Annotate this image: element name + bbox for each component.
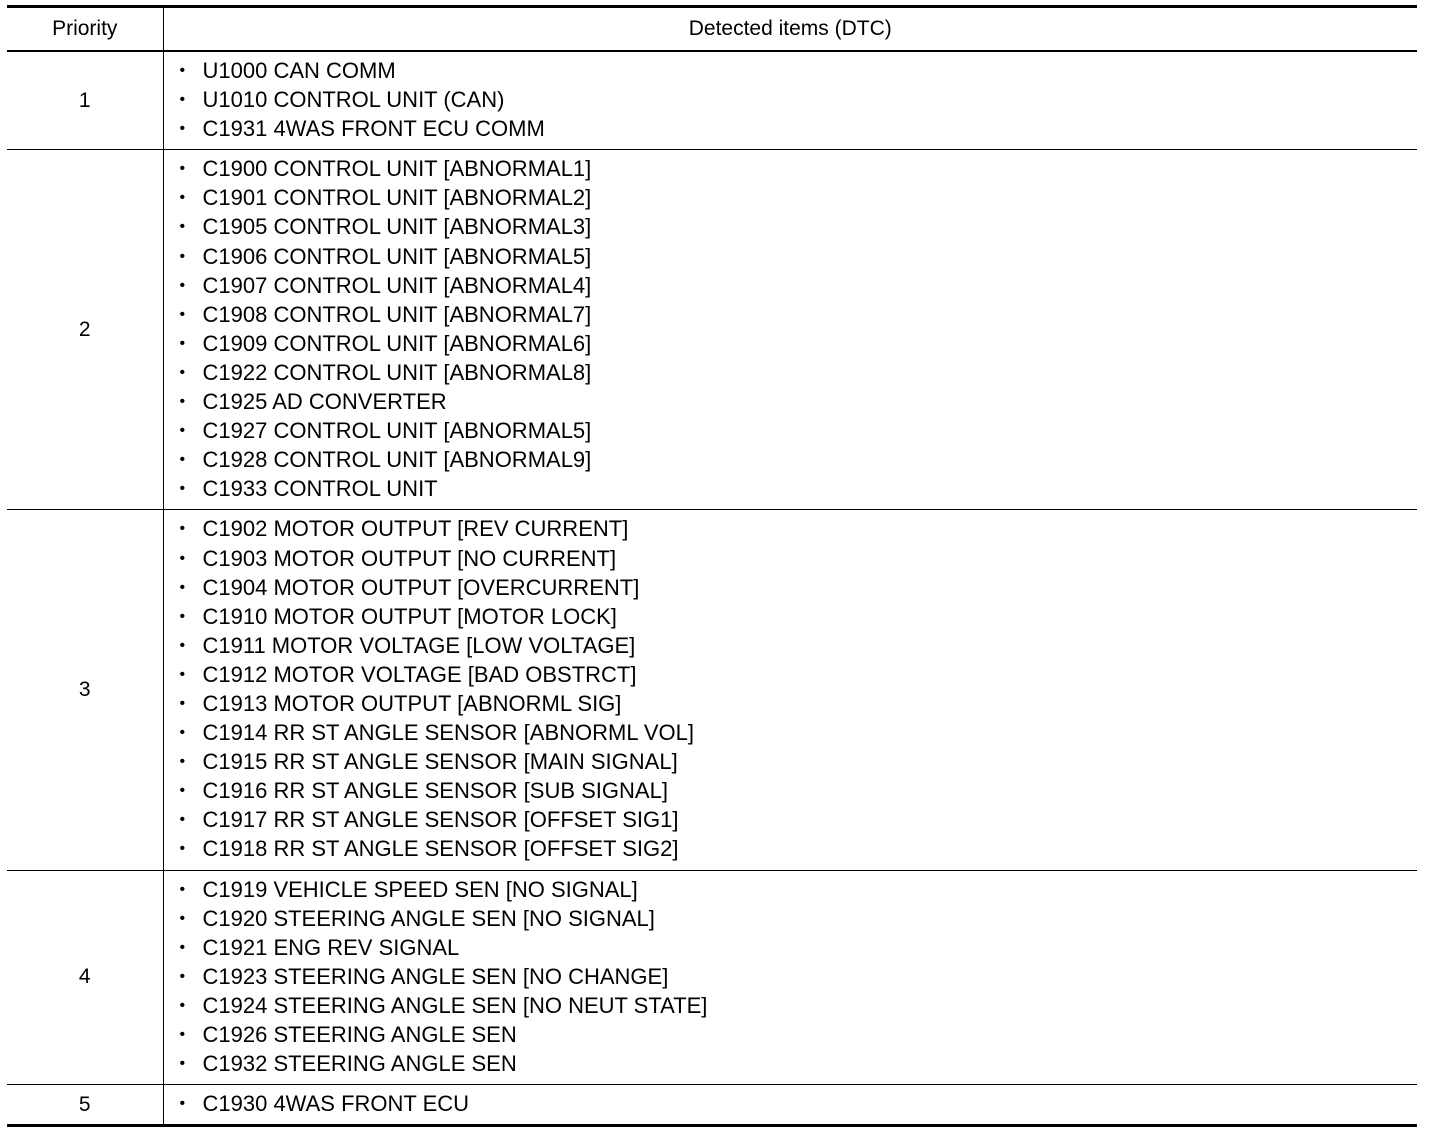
priority-row-4 <box>7 870 1417 1085</box>
dtc-list-item <box>180 329 1418 358</box>
bullet-icon: • <box>179 1026 186 1043</box>
dtc-priority-table <box>7 5 1417 1127</box>
dtc-list-item <box>180 387 1418 416</box>
bullet-icon: • <box>179 520 186 538</box>
dtc-text: C1927 CONTROL UNIT [ABNORMAL5] <box>202 418 592 444</box>
bullet-icon: • <box>179 1055 186 1073</box>
bullet-icon: • <box>179 422 186 440</box>
bullet-icon: • <box>179 363 186 381</box>
dtc-list-item <box>180 242 1418 271</box>
dtc-text: C1920 STEERING ANGLE SEN [NO SIGNAL] <box>202 905 655 931</box>
dtc-text: C1902 MOTOR OUTPUT [REV CURRENT] <box>202 516 629 542</box>
bullet-icon: • <box>179 880 186 898</box>
dtc-list-item <box>180 300 1418 329</box>
bullet-icon: • <box>179 840 186 858</box>
dtc-text: C1905 CONTROL UNIT [ABNORMAL3] <box>202 214 592 240</box>
bullet-icon: • <box>179 160 186 178</box>
dtc-text: C1915 RR ST ANGLE SENSOR [MAIN SIGNAL] <box>202 749 678 775</box>
dtc-list-item <box>180 1089 1418 1118</box>
dtc-list-item <box>180 154 1418 183</box>
dtc-text: C1916 RR ST ANGLE SENSOR [SUB SIGNAL] <box>202 778 668 804</box>
dtc-list-item <box>180 631 1418 660</box>
bullet-icon: • <box>179 189 186 207</box>
dtc-text: C1925 AD CONVERTER <box>202 389 447 415</box>
bullet-icon: • <box>179 451 186 469</box>
bullet-icon: • <box>179 938 186 956</box>
dtc-text: C1917 RR ST ANGLE SENSOR [OFFSET SIG1] <box>202 807 679 833</box>
bullet-icon: • <box>179 480 186 498</box>
dtc-list-item <box>180 834 1418 863</box>
priority-cell: 2 <box>7 150 163 510</box>
dtc-list-item <box>180 776 1418 805</box>
priority-row-1 <box>7 51 1417 150</box>
dtc-list-item <box>180 445 1418 474</box>
dtc-text: C1903 MOTOR OUTPUT [NO CURRENT] <box>202 545 617 571</box>
bullet-icon: • <box>179 694 186 712</box>
dtc-list-item <box>180 514 1418 543</box>
dtc-list-item <box>180 56 1418 85</box>
dtc-text: C1930 4WAS FRONT ECU <box>202 1091 470 1117</box>
bullet-icon: • <box>179 753 186 771</box>
dtc-list-item <box>180 904 1418 933</box>
dtc-list-item <box>180 805 1418 834</box>
bullet-icon: • <box>179 549 186 567</box>
detected-items-cell <box>163 1085 1417 1126</box>
dtc-list-item <box>180 933 1418 962</box>
bullet-icon: • <box>179 636 186 654</box>
bullet-icon: • <box>179 996 186 1014</box>
dtc-list <box>164 154 1418 503</box>
dtc-list-item <box>180 358 1418 387</box>
bullet-icon: • <box>179 218 186 236</box>
dtc-list-item <box>180 1020 1418 1049</box>
detected-items-cell <box>163 150 1417 510</box>
dtc-text: C1911 MOTOR VOLTAGE [LOW VOLTAGE] <box>202 632 636 658</box>
dtc-text: C1913 MOTOR OUTPUT [ABNORML SIG] <box>202 690 622 716</box>
dtc-text: C1922 CONTROL UNIT [ABNORMAL8] <box>202 359 592 385</box>
bullet-icon: • <box>179 724 186 742</box>
bullet-icon: • <box>179 91 186 109</box>
dtc-text: C1904 MOTOR OUTPUT [OVERCURRENT] <box>202 574 640 600</box>
priority-row-3 <box>7 510 1417 870</box>
dtc-list-item <box>180 416 1418 445</box>
dtc-text: C1901 CONTROL UNIT [ABNORMAL2] <box>202 185 592 211</box>
table-body <box>7 51 1417 1126</box>
bullet-icon: • <box>179 305 186 323</box>
detected-items-column-header: Detected items (DTC) <box>688 17 892 40</box>
dtc-list-item <box>180 183 1418 212</box>
dtc-list-item <box>180 602 1418 631</box>
dtc-text: C1908 CONTROL UNIT [ABNORMAL7] <box>202 301 592 327</box>
priority-cell: 5 <box>7 1085 163 1126</box>
bullet-icon: • <box>179 120 186 138</box>
bullet-icon: • <box>179 909 186 927</box>
dtc-list <box>164 1089 1418 1118</box>
dtc-text: C1932 STEERING ANGLE SEN <box>202 1051 517 1077</box>
dtc-list <box>164 514 1418 863</box>
dtc-list-item <box>180 875 1418 904</box>
dtc-list-item <box>180 991 1418 1020</box>
dtc-text: C1931 4WAS FRONT ECU COMM <box>202 116 545 142</box>
priority-column-header: Priority <box>7 7 163 52</box>
bullet-icon: • <box>179 1095 186 1113</box>
dtc-text: C1909 CONTROL UNIT [ABNORMAL6] <box>202 330 592 356</box>
priority-cell: 3 <box>7 510 163 870</box>
dtc-list-item <box>180 718 1418 747</box>
table-header-row <box>7 7 1417 52</box>
dtc-list <box>164 875 1418 1079</box>
bullet-icon: • <box>179 334 186 352</box>
dtc-text: C1907 CONTROL UNIT [ABNORMAL4] <box>202 272 592 298</box>
dtc-list <box>164 56 1418 143</box>
bullet-icon: • <box>179 62 186 79</box>
dtc-list-item <box>180 474 1418 503</box>
dtc-list-item <box>180 212 1418 241</box>
dtc-text: U1010 CONTROL UNIT (CAN) <box>202 87 505 113</box>
dtc-text: C1924 STEERING ANGLE SEN [NO NEUT STATE] <box>202 992 708 1018</box>
bullet-icon: • <box>179 276 186 294</box>
dtc-list-item <box>180 544 1418 573</box>
dtc-text: C1914 RR ST ANGLE SENSOR [ABNORML VOL] <box>202 720 694 746</box>
dtc-text: C1912 MOTOR VOLTAGE [BAD OBSTRCT] <box>202 661 637 687</box>
dtc-text: C1933 CONTROL UNIT <box>202 476 438 502</box>
dtc-text: C1926 STEERING ANGLE SEN <box>202 1022 517 1047</box>
dtc-list-item <box>180 114 1418 143</box>
bullet-icon: • <box>179 967 186 985</box>
priority-cell: 4 <box>7 870 163 1085</box>
dtc-list-item <box>180 1049 1418 1078</box>
dtc-text: C1919 VEHICLE SPEED SEN [NO SIGNAL] <box>202 876 638 902</box>
dtc-text: C1923 STEERING ANGLE SEN [NO CHANGE] <box>202 963 669 989</box>
dtc-list-item <box>180 689 1418 718</box>
detected-items-cell <box>163 510 1417 870</box>
dtc-text: C1921 ENG REV SIGNAL <box>202 934 460 960</box>
dtc-list-item <box>180 962 1418 991</box>
dtc-list-item <box>180 573 1418 602</box>
dtc-list-item <box>180 747 1418 776</box>
dtc-text: C1910 MOTOR OUTPUT [MOTOR LOCK] <box>202 603 617 629</box>
dtc-text: C1906 CONTROL UNIT [ABNORMAL5] <box>202 243 592 269</box>
priority-cell: 1 <box>7 51 163 150</box>
dtc-text: C1918 RR ST ANGLE SENSOR [OFFSET SIG2] <box>202 836 679 862</box>
dtc-text: U1000 CAN COMM <box>202 58 396 83</box>
detected-items-cell <box>163 51 1417 150</box>
bullet-icon: • <box>179 393 186 411</box>
bullet-icon: • <box>179 578 186 596</box>
bullet-icon: • <box>179 782 186 800</box>
dtc-list-item <box>180 271 1418 300</box>
dtc-list-item <box>180 85 1418 114</box>
bullet-icon: • <box>179 607 186 625</box>
bullet-icon: • <box>179 811 186 829</box>
dtc-list-item <box>180 660 1418 689</box>
priority-row-2 <box>7 150 1417 510</box>
dtc-text: C1928 CONTROL UNIT [ABNORMAL9] <box>202 447 592 473</box>
bullet-icon: • <box>179 665 186 683</box>
bullet-icon: • <box>179 247 186 265</box>
dtc-text: C1900 CONTROL UNIT [ABNORMAL1] <box>202 156 592 182</box>
priority-row-5 <box>7 1085 1417 1126</box>
detected-items-cell <box>163 870 1417 1085</box>
